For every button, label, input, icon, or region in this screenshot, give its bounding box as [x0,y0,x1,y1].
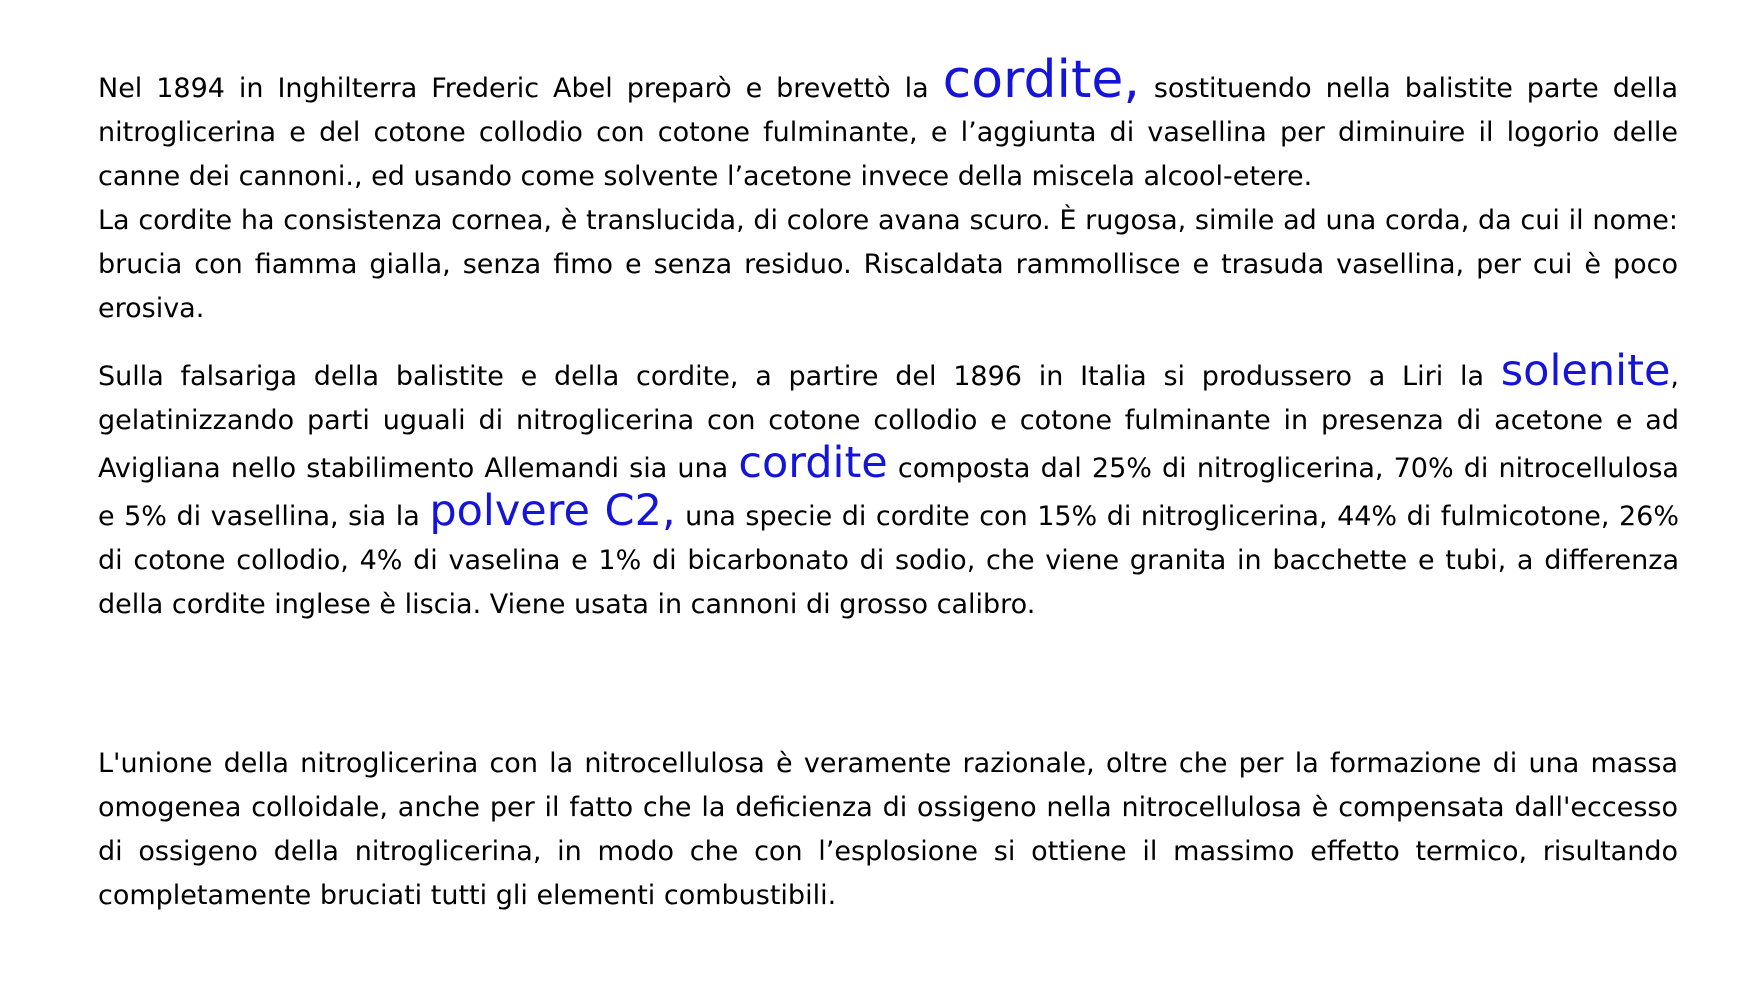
paragraph1-text-c: La cordite ha consistenza cornea, è translucida, di colore avana scuro. È rugosa, simile ad una corda, da cui il nome: brucia con fiamma gialla, senza fimo e senza residuo. Riscaldata rammollisce e trasuda vasellina, per cui è poco erosiva. [98,205,1678,324]
paragraph2-text-d: una specie di cordite con 15% di nitroglicerina, 44% di fulmicotone, 26% di cotone collodio, 4% di vaselina e 1% di bicarbonato di sodio, che viene granita in bacchette e tubi, a differenza della cordite inglese è liscia. Viene usata in cannoni di grosso calibro. [98,501,1679,620]
paragraph-nitro-union [98,742,1678,918]
paragraph-italian-production [98,346,1679,627]
paragraph2-text-c: composta dal 25% di nitroglicerina, 70% di nitrocellulosa e 5% di vasellina, sia la [98,453,1679,532]
highlight-solenite-term: solenite [1500,346,1671,396]
paragraph-cordite-history [98,50,1679,331]
highlight-cordite-term: cordite, [942,50,1140,110]
highlight-polvere-c2-term: polvere C2, [429,486,676,536]
paragraph2-text-a: Sulla falsariga della balistite e della cordite, a partire del 1896 in Italia si produssero a Liri la [98,361,1501,392]
paragraph1-text-b: sostituendo nella balistite parte della nitroglicerina e del cotone collodio con cotone fulminante, e l’aggiunta di vasellina per diminuire il logorio delle canne dei cannoni., ed usando come solvente l’acetone invece della miscela alcool-etere. [98,73,1679,192]
highlight-cordite-term-2: cordite [738,438,888,488]
paragraph1-text-a: Nel 1894 in Inghilterra Frederic Abel preparò e brevettò la [98,73,943,104]
paragraph3-text: L'unione della nitroglicerina con la nitrocellulosa è veramente razionale, oltre che per la formazione di una massa omogenea colloidale, anche per il fatto che la deficienza di ossigeno nella nitrocellulosa è compensata dall'eccesso di ossigeno della nitroglicerina, in modo che con l’esplosione si ottiene il massimo effetto termico, risultando completamente bruciati tutti gli elementi combustibili. [98,748,1678,911]
paragraph2-text-b: , gelatinizzando parti uguali di nitroglicerina con cotone collodio e cotone fulminante in presenza di acetone e ad Avigliana nello stabilimento Allemandi sia una [98,361,1679,484]
